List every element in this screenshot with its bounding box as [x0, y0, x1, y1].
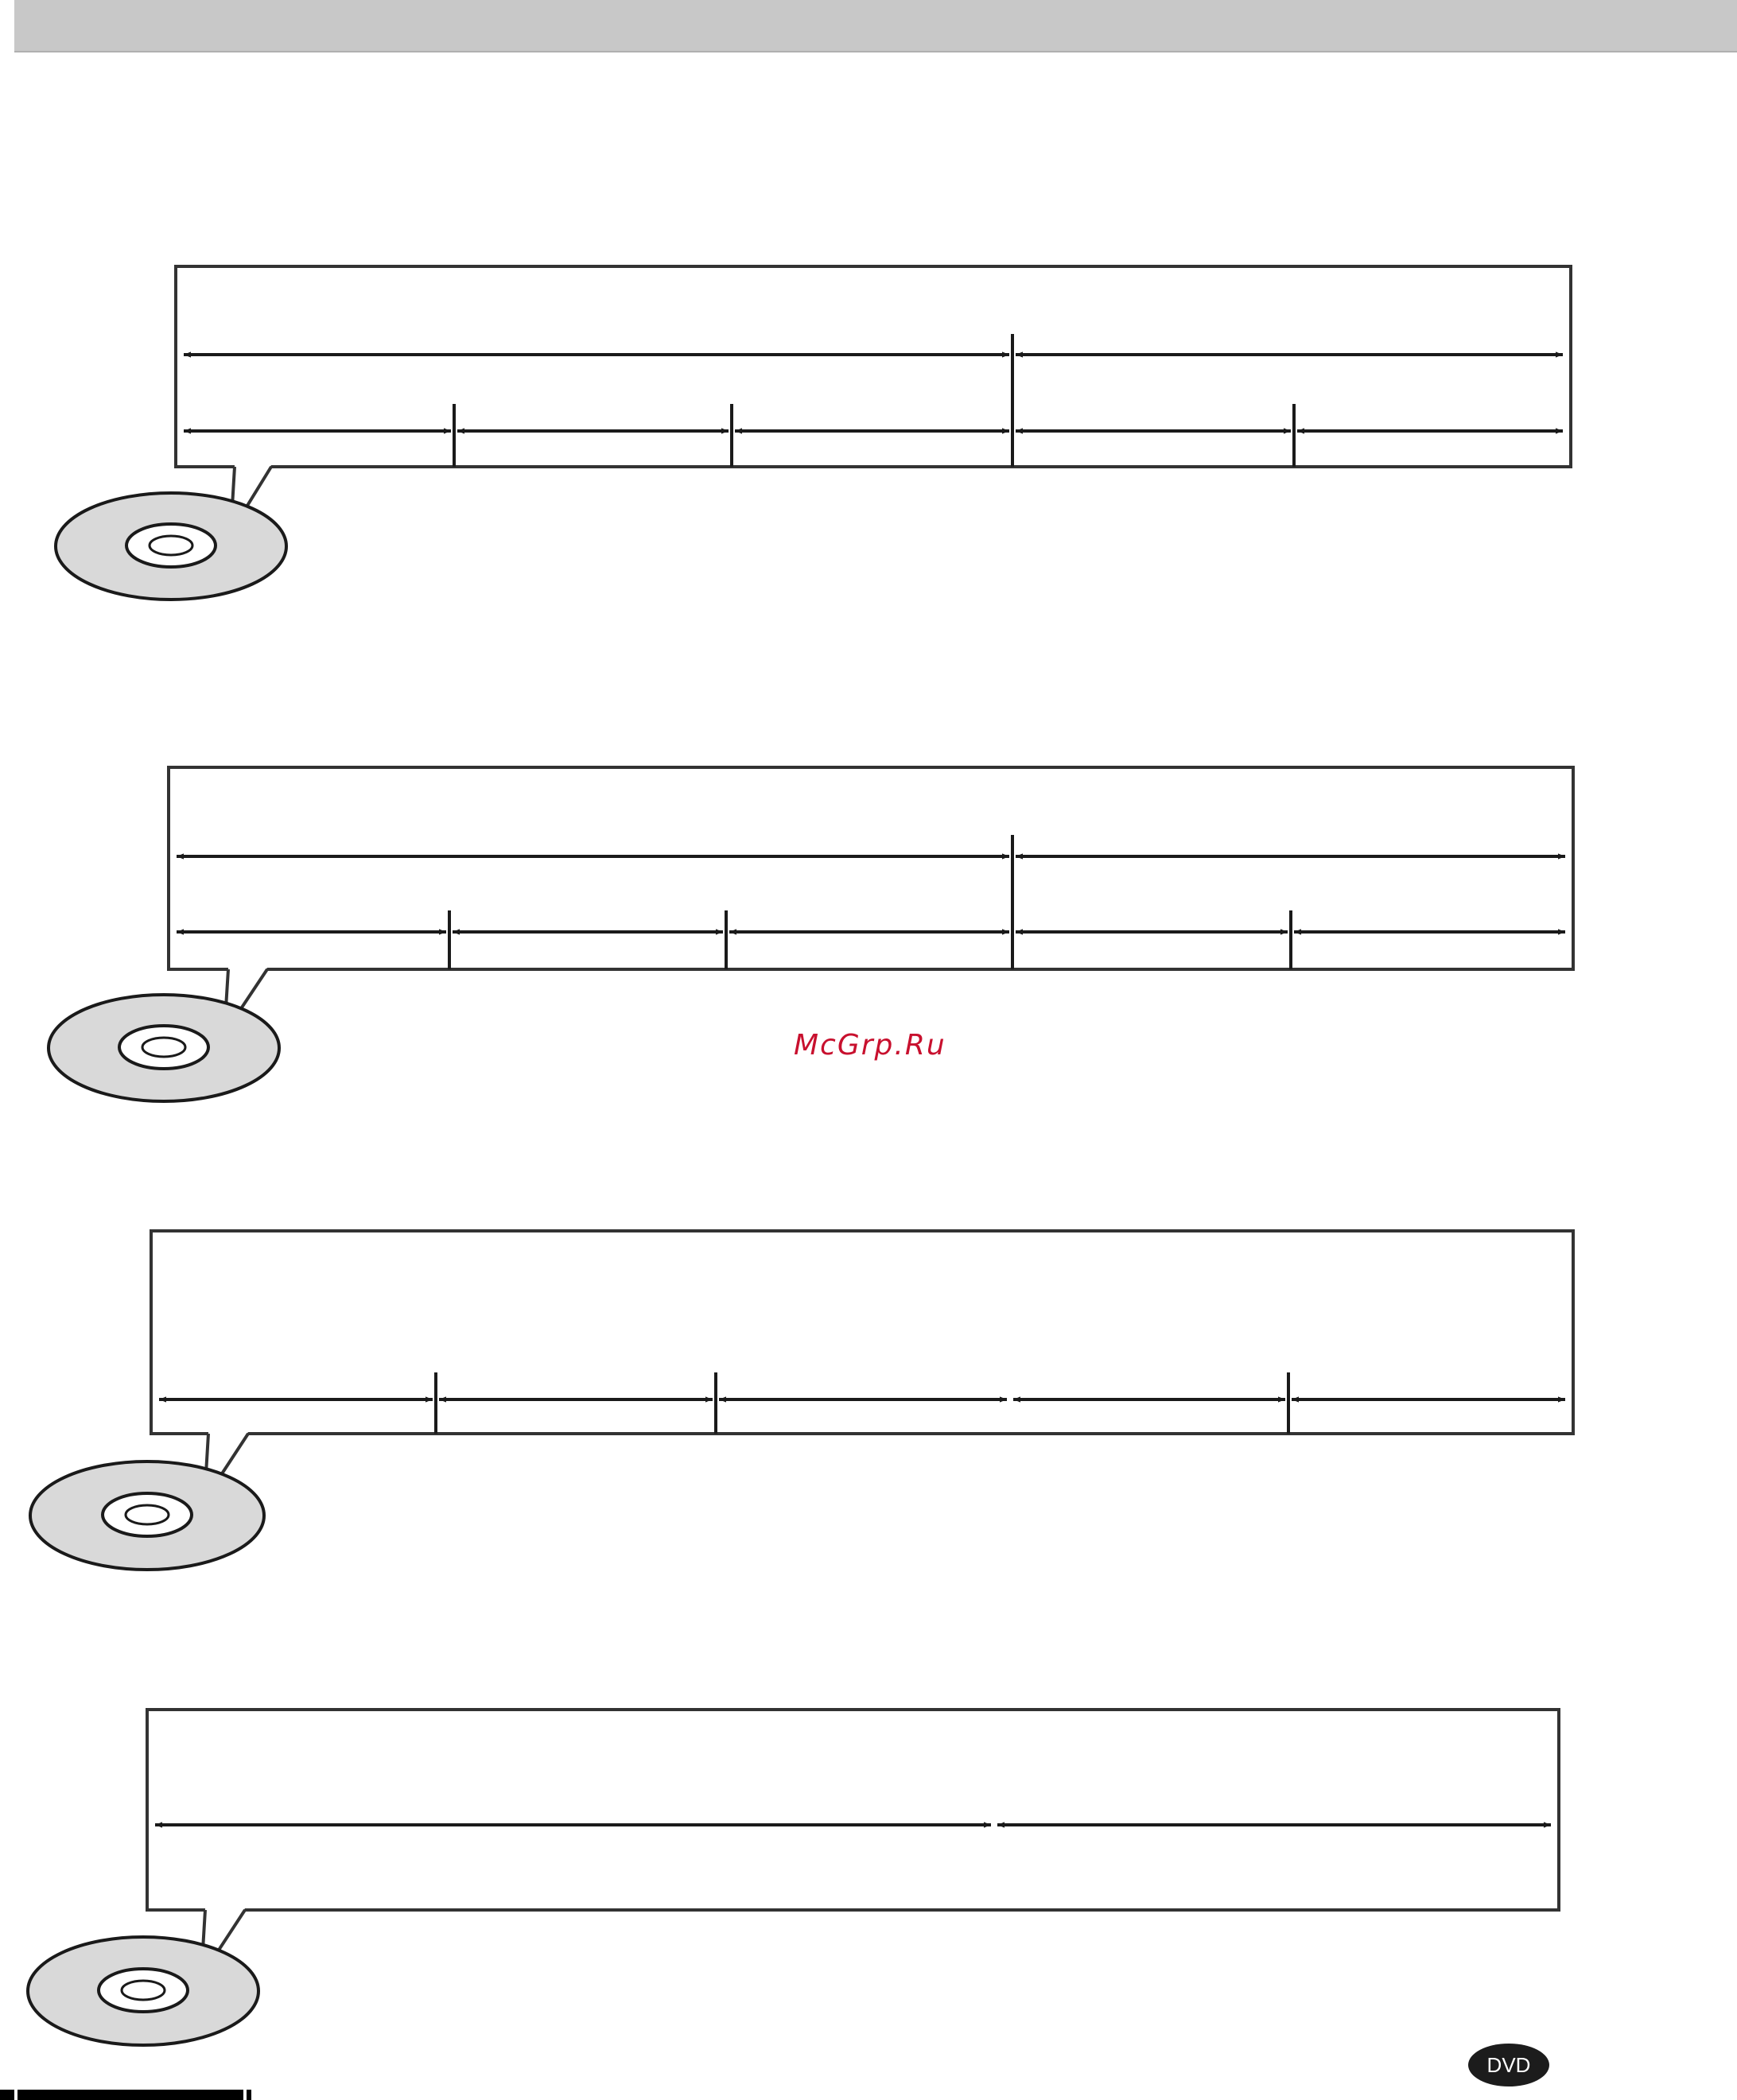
watermark: McGrp.Ru	[794, 1029, 946, 1062]
disc-hole-icon	[122, 1981, 165, 2000]
dvd-badge: DVD	[1468, 2044, 1549, 2086]
footer-page-tab	[0, 2090, 251, 2100]
disc-hole-icon	[126, 1505, 169, 1524]
diagram-4-box	[147, 1710, 1559, 1910]
disc-hole-icon	[142, 1038, 185, 1057]
diagram-1-box	[176, 266, 1571, 467]
disc-hole-icon	[150, 536, 192, 555]
diagram-2-box	[169, 767, 1573, 969]
diagram-3-box	[151, 1231, 1573, 1434]
